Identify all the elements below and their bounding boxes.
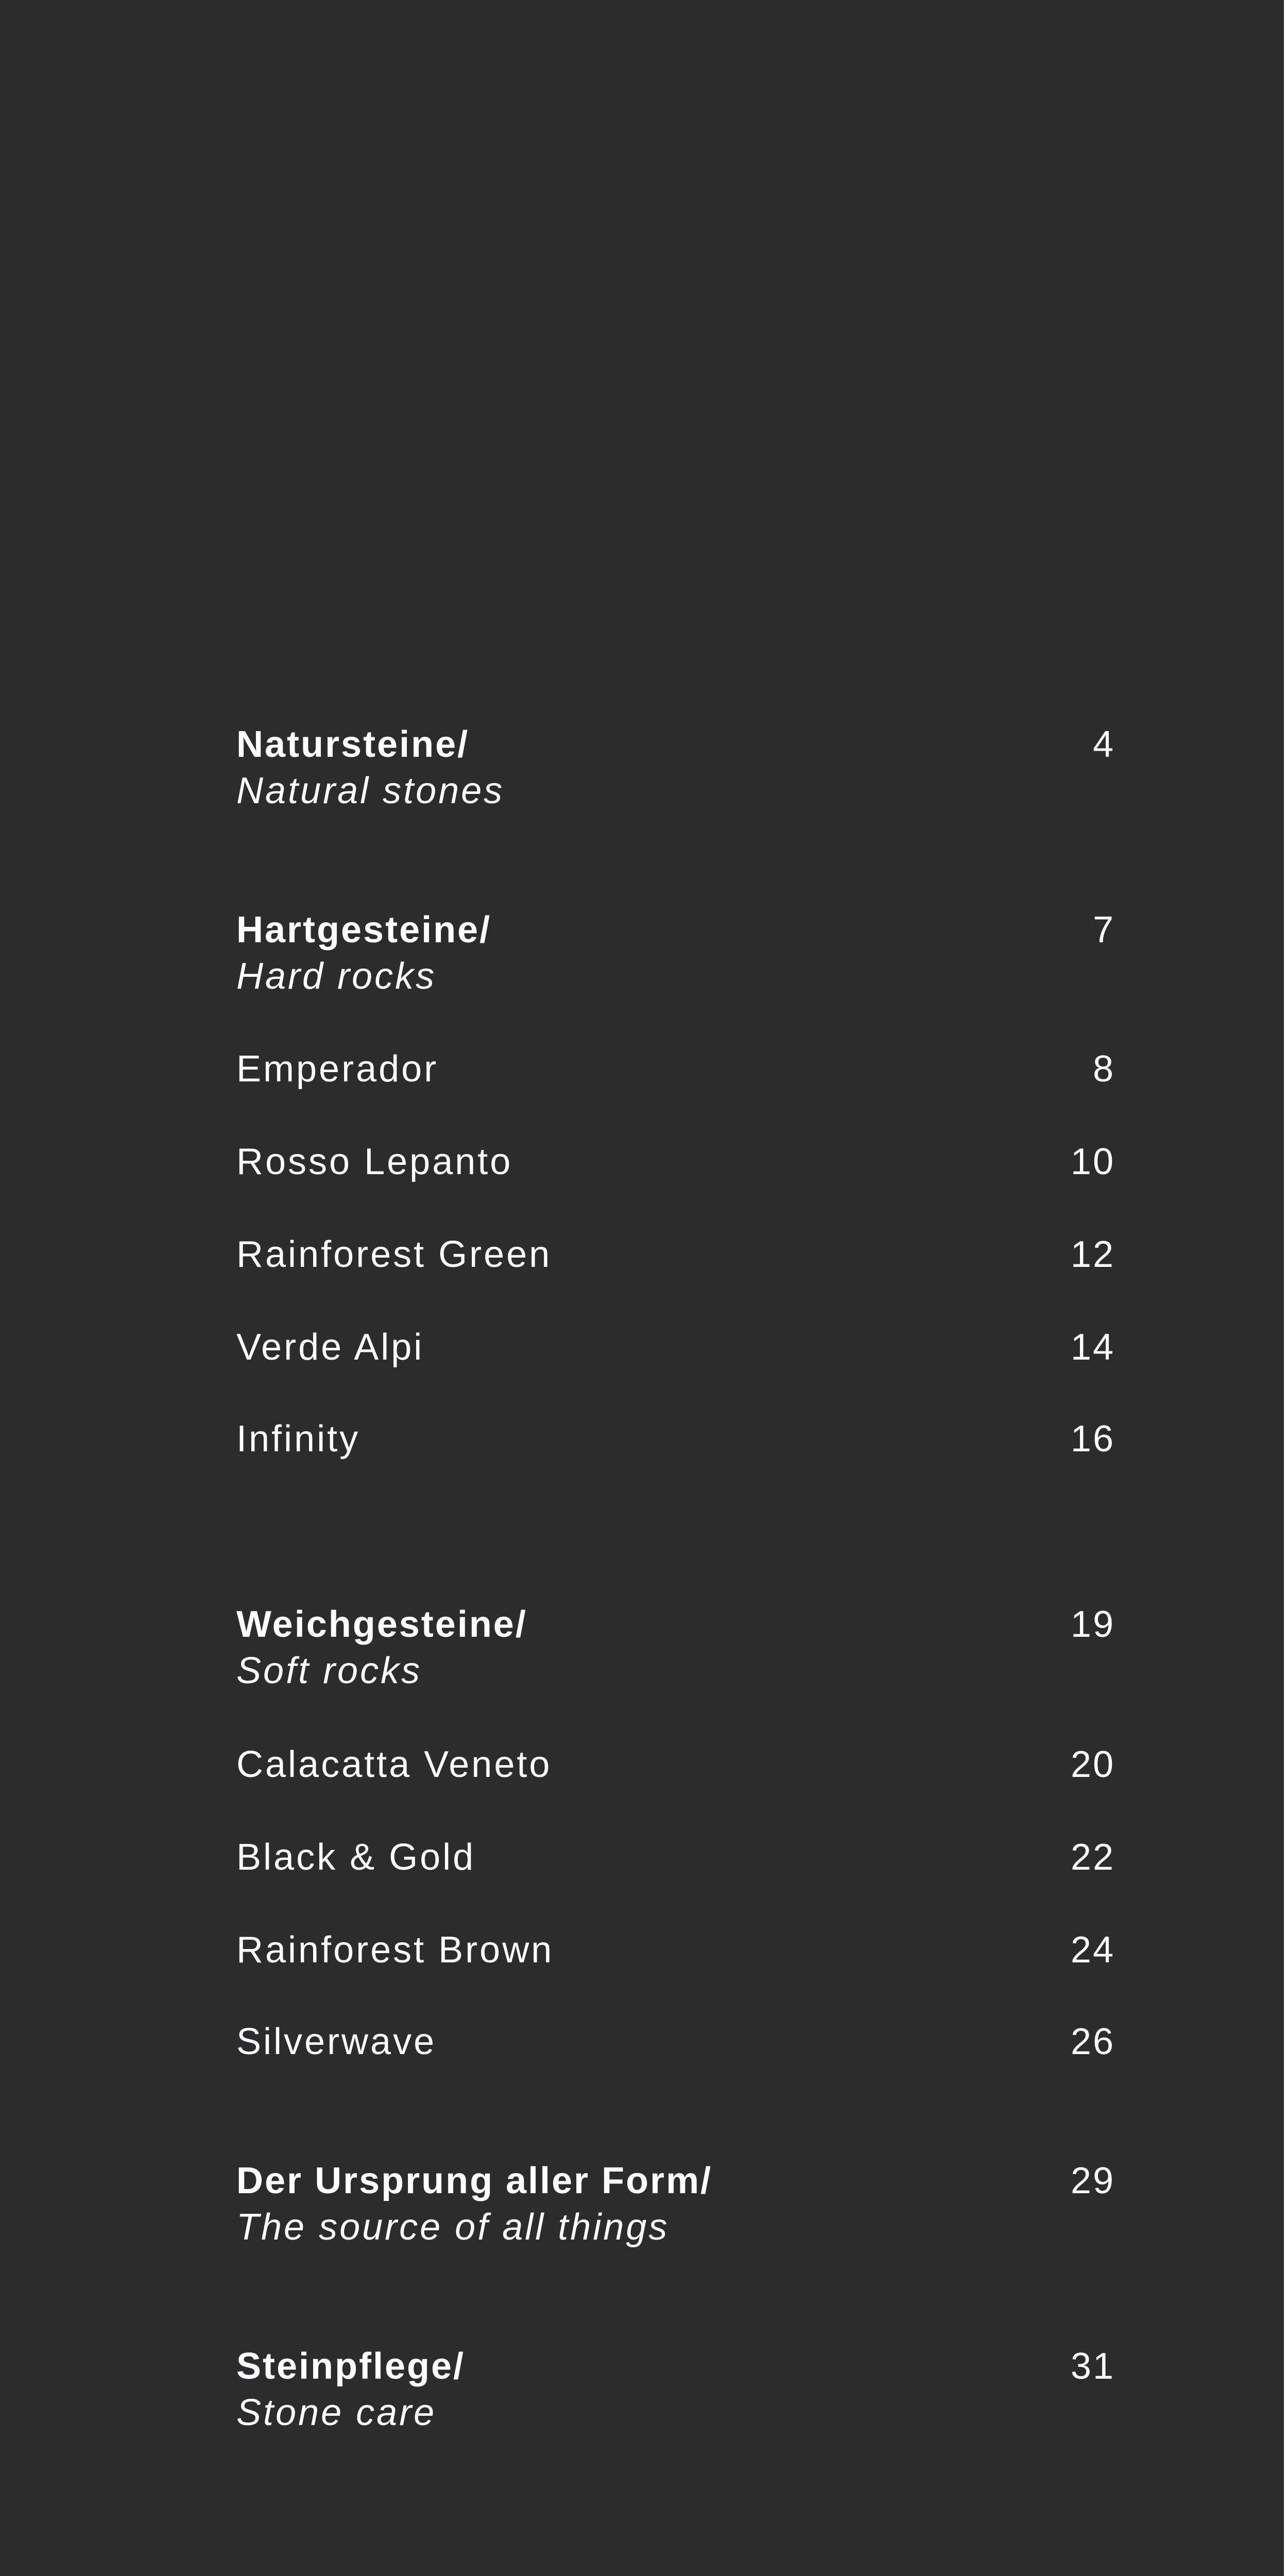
toc-entry-source-of-all-things[interactable] <box>236 2158 1115 2261</box>
toc-section-subtitle: Soft rocks <box>236 1650 422 1691</box>
toc-entry-silverwave[interactable] <box>236 2019 1115 2122</box>
toc-entry-infinity[interactable] <box>236 1416 1115 1519</box>
toc-entry-label <box>236 1231 1009 1278</box>
toc-item-title: Rainforest Green <box>236 1234 552 1275</box>
toc-entry-label <box>236 2343 1009 2436</box>
toc-section-subtitle: Stone care <box>236 2392 437 2433</box>
toc-section-title: Natursteine/ <box>236 724 470 765</box>
toc-item-title: Black & Gold <box>236 1837 476 1878</box>
toc-page-number: 7 <box>1092 909 1115 951</box>
toc-entry-emperador[interactable] <box>236 1046 1115 1149</box>
toc-entry-hard-rocks[interactable] <box>236 907 1115 1010</box>
toc-entry-rainforest-green[interactable] <box>236 1231 1115 1334</box>
toc-page-number: 12 <box>1070 1234 1115 1275</box>
toc-page-number: 31 <box>1070 2346 1115 2387</box>
toc-entry-label <box>236 1601 1009 1694</box>
toc-entry-calacatta-veneto[interactable] <box>236 1741 1115 1844</box>
toc-entry-stone-care[interactable] <box>236 2343 1115 2446</box>
toc-page-number: 22 <box>1070 1837 1115 1878</box>
toc-page-number: 8 <box>1092 1048 1115 1090</box>
toc-page-number: 24 <box>1070 1929 1115 1971</box>
toc-entry-label <box>236 1046 1009 1092</box>
toc-entry-label <box>236 1324 1009 1370</box>
toc-item-title: Silverwave <box>236 2021 437 2062</box>
toc-entry-label <box>236 1741 1009 1788</box>
toc-page-number: 19 <box>1070 1604 1115 1645</box>
toc-item-title: Emperador <box>236 1048 439 1090</box>
toc-page-number: 29 <box>1070 2160 1115 2201</box>
toc-page-number: 14 <box>1070 1327 1115 1368</box>
toc-entry-label <box>236 2158 1009 2250</box>
toc-section-title: Steinpflege/ <box>236 2346 466 2387</box>
toc-section-title: Der Ursprung aller Form/ <box>236 2160 713 2201</box>
toc-item-title: Rosso Lepanto <box>236 1141 513 1182</box>
toc-entry-label <box>236 1834 1009 1880</box>
toc-entry-label <box>236 1927 1009 1973</box>
toc-page-number: 20 <box>1070 1744 1115 1785</box>
toc-entry-verde-alpi[interactable] <box>236 1324 1115 1427</box>
toc-item-title: Rainforest Brown <box>236 1929 554 1971</box>
toc-page-number: 4 <box>1092 724 1115 765</box>
toc-entry-label <box>236 1139 1009 1185</box>
toc-entry-label <box>236 1416 1009 1462</box>
toc-section-subtitle: The source of all things <box>236 2207 670 2248</box>
toc-page-number: 10 <box>1070 1141 1115 1182</box>
toc-section-subtitle: Hard rocks <box>236 956 437 997</box>
toc-section-subtitle: Natural stones <box>236 770 505 811</box>
toc-entry-rainforest-brown[interactable] <box>236 1927 1115 2030</box>
toc-entry-soft-rocks[interactable] <box>236 1601 1115 1704</box>
toc-entry-natural-stones[interactable] <box>236 721 1115 824</box>
toc-page-number: 26 <box>1070 2021 1115 2062</box>
toc-entry-label <box>236 2019 1009 2065</box>
toc-item-title: Calacatta Veneto <box>236 1744 552 1785</box>
toc-entry-black-gold[interactable] <box>236 1834 1115 1937</box>
toc-entry-label <box>236 907 1009 999</box>
toc-section-title: Weichgesteine/ <box>236 1604 527 1645</box>
toc-entry-rosso-lepanto[interactable] <box>236 1139 1115 1242</box>
toc-item-title: Infinity <box>236 1418 361 1460</box>
toc-item-title: Verde Alpi <box>236 1327 424 1368</box>
toc-section-title: Hartgesteine/ <box>236 909 492 951</box>
toc-entry-label <box>236 721 1009 814</box>
toc-page-number: 16 <box>1070 1418 1115 1460</box>
